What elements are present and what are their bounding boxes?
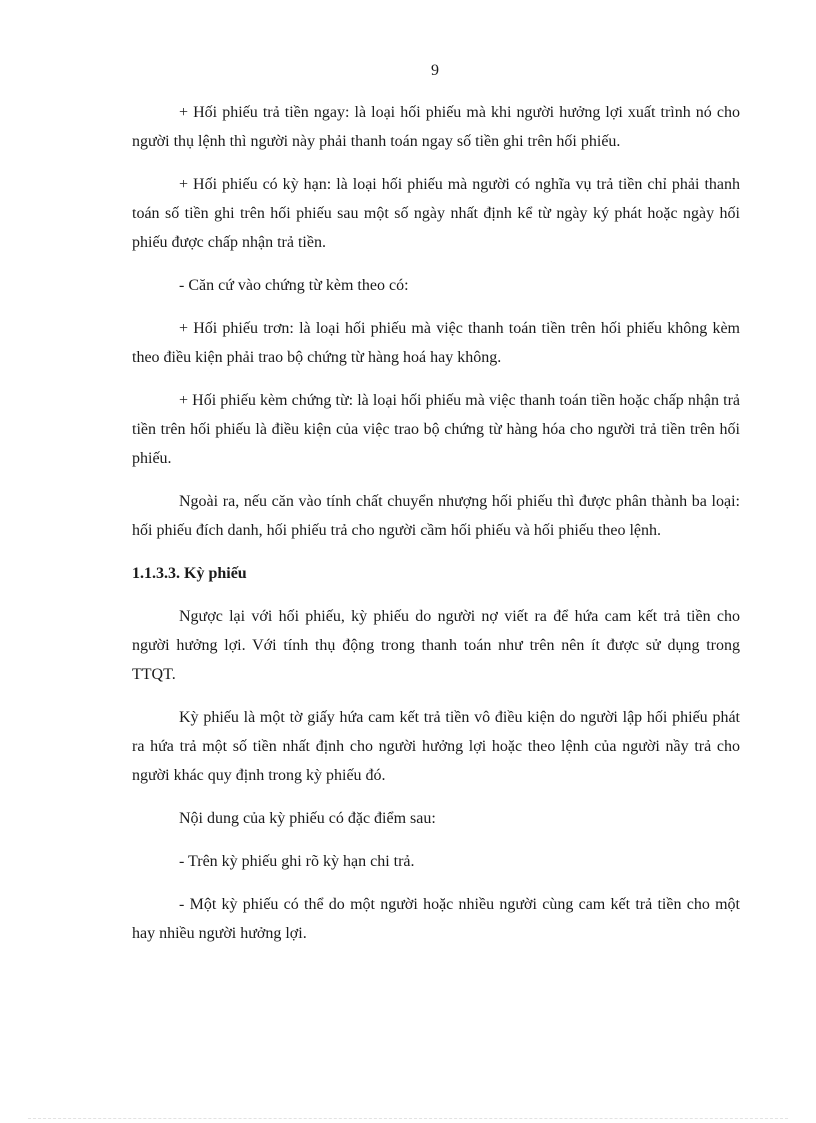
- section-heading: 1.1.3.3. Kỳ phiếu: [132, 565, 247, 582]
- paragraph-documents-basis: - Căn cứ vào chứng từ kèm theo có:: [179, 277, 409, 294]
- page-number: 9: [431, 62, 439, 79]
- paragraph-sight-bill: + Hối phiếu trả tiền ngay: là loại hối phiếu mà khi người hưởng lợi xuất trình nó cho người thụ lệnh thì người này phải thanh toán ngay số tiền ghi trên hối phiếu.: [132, 104, 740, 150]
- paragraph-transferability: Ngoài ra, nếu căn vào tính chất chuyển nhượng hối phiếu thì được phân thành ba loại: hối phiếu đích danh, hối phiếu trả cho người cầm hối phiếu và hối phiếu theo lệnh.: [132, 493, 740, 539]
- page-bottom-divider: [28, 1118, 788, 1119]
- paragraph-term-stated: - Trên kỳ phiếu ghi rõ kỳ hạn chi trả.: [179, 853, 415, 870]
- paragraph-term-bill: + Hối phiếu có kỳ hạn: là loại hối phiếu mà người có nghĩa vụ trả tiền chỉ phải thanh toán số tiền ghi trên hối phiếu sau một số ngày nhất định kể từ ngày ký phát hoặc ngày hối phiếu được chấp nhận trả tiền.: [132, 176, 740, 251]
- paragraph-multiple-parties: - Một kỳ phiếu có thể do một người hoặc nhiều người cùng cam kết trả tiền cho một hay nhiều người hưởng lợi.: [132, 896, 740, 942]
- paragraph-promissory-intro: Ngược lại với hối phiếu, kỳ phiếu do người nợ viết ra để hứa cam kết trả tiền cho người hưởng lợi. Với tính thụ động trong thanh toán như trên nên ít được sử dụng trong TTQT.: [132, 608, 740, 683]
- paragraph-promissory-definition: Kỳ phiếu là một tờ giấy hứa cam kết trả tiền vô điều kiện do người lập hối phiếu phát ra hứa trả một số tiền nhất định cho người hưởng lợi hoặc theo lệnh của người nầy trả cho người khác quy định trong kỳ phiếu đó.: [132, 709, 740, 784]
- paragraph-promissory-features: Nội dung của kỳ phiếu có đặc điểm sau:: [179, 810, 436, 827]
- document-body: [132, 98, 740, 962]
- paragraph-clean-bill: + Hối phiếu trơn: là loại hối phiếu mà việc thanh toán tiền trên hối phiếu không kèm theo điều kiện phải trao bộ chứng từ hàng hoá hay không.: [132, 320, 740, 366]
- paragraph-documentary-bill: + Hối phiếu kèm chứng từ: là loại hối phiếu mà việc thanh toán tiền hoặc chấp nhận trả tiền trên hối phiếu là điều kiện của việc trao bộ chứng từ hàng hóa cho người trả tiền trên hối phiếu.: [132, 392, 740, 467]
